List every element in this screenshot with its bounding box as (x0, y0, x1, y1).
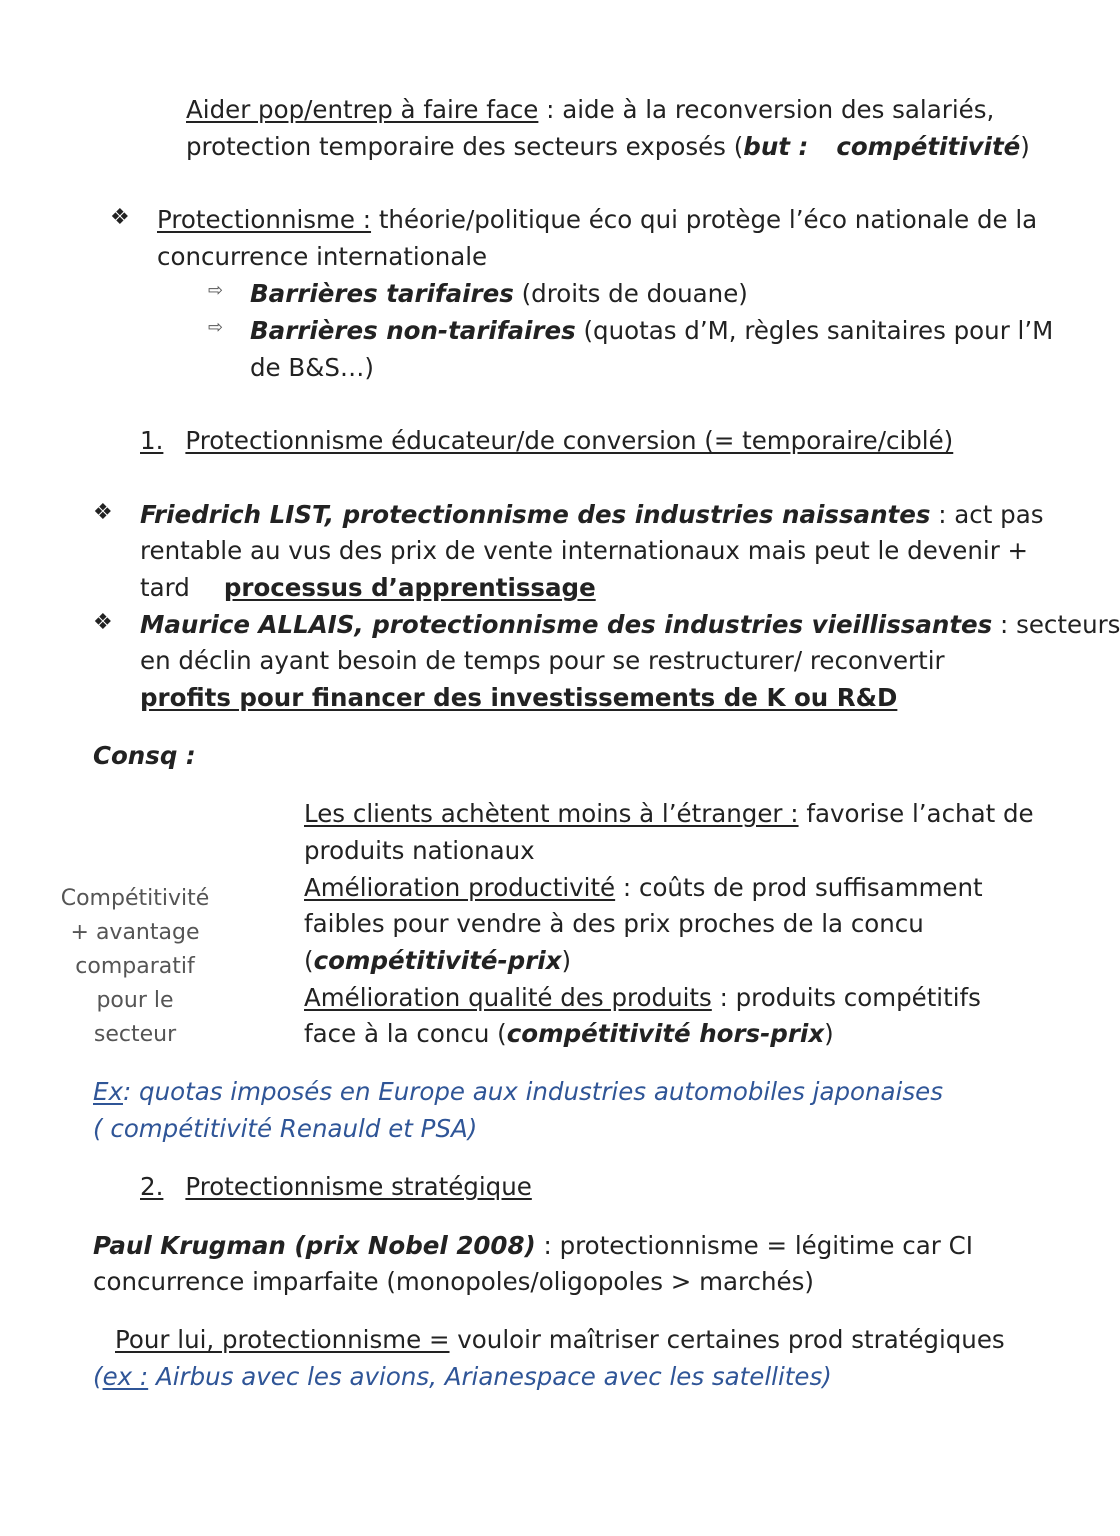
section-2-heading: 2. Protectionnisme stratégique (140, 1172, 532, 1201)
diamond-bullet-icon: ❖ (93, 500, 113, 525)
protect-def-line-1: Protectionnisme : théorie/politique éco qui protège l’éco nationale de la (157, 205, 1038, 234)
tarif-line: Barrières tarifaires (droits de douane) (250, 279, 748, 308)
arrow-right-icon: ⇨ (208, 317, 224, 338)
pourlui-line-1: Pour lui, protectionnisme = vouloir maîtriser certaines prod stratégiques (115, 1325, 1005, 1354)
allais-line-3: profits pour financer des investissements de K ou R&D (140, 683, 898, 712)
krugman-line-2: concurrence imparfaite (monopoles/oligopoles > marchés) (93, 1267, 814, 1296)
allais-line-2: en déclin ayant besoin de temps pour se restructurer/ reconvertir (140, 646, 945, 675)
diamond-bullet-icon: ❖ (93, 610, 113, 635)
effect-1-line-2: produits nationaux (304, 836, 535, 865)
arrow-right-icon: ⇨ (208, 280, 224, 301)
nontarif-line: Barrières non-tarifaires (quotas d’M, règles sanitaires pour l’M (250, 316, 1054, 345)
krugman-line-1: Paul Krugman (prix Nobel 2008) : protectionnisme = légitime car CI (93, 1231, 973, 1260)
effect-2-line-2: faibles pour vendre à des prix proches de la concu (304, 909, 924, 938)
list-line-1: Friedrich LIST, protectionnisme des industries naissantes : act pas (140, 500, 1044, 529)
top-line-1: Aider pop/entrep à faire face : aide à la reconversion des salariés, (186, 95, 995, 124)
effect-2-line-3: (compétitivité-prix) (304, 946, 572, 975)
allais-line-1: Maurice ALLAIS, protectionnisme des industries vieillissantes : secteurs (140, 610, 1120, 639)
protect-def-line-2: concurrence internationale (157, 242, 488, 271)
pourlui-example: (ex : Airbus avec les avions, Arianespace avec les satellites) (93, 1362, 832, 1391)
top-line-2: protection temporaire des secteurs exposés (but : compétitivité) (186, 132, 1030, 161)
side-note: Compétitivité + avantage comparatif pour le secteur (60, 886, 210, 1047)
effect-3-line-2: face à la concu (compétitivité hors-prix) (304, 1019, 834, 1048)
effect-3-line-1: Amélioration qualité des produits : produits compétitifs (304, 983, 981, 1012)
consq-label: Consq : (93, 741, 196, 770)
protect-title: Protectionnisme : (157, 205, 372, 234)
list-line-2: rentable au vus des prix de vente internationaux mais peut le devenir + (140, 536, 1029, 565)
top-heading-underlined: Aider pop/entrep à faire face (186, 95, 539, 124)
effect-1-line-1: Les clients achètent moins à l’étranger : favorise l’achat de (304, 799, 1034, 828)
section-1-heading: 1. Protectionnisme éducateur/de conversion (= temporaire/ciblé) (140, 426, 954, 455)
diamond-bullet-icon: ❖ (110, 205, 130, 230)
nontarif-line-2: de B&S…) (250, 353, 374, 382)
example-1-line-1: Ex: quotas imposés en Europe aux industries automobiles japonaises (93, 1077, 943, 1106)
list-line-3: tard processus d’apprentissage (140, 573, 596, 602)
effect-2-line-1: Amélioration productivité : coûts de prod suffisamment (304, 873, 983, 902)
example-1-line-2: ( compétitivité Renauld et PSA) (93, 1114, 478, 1143)
